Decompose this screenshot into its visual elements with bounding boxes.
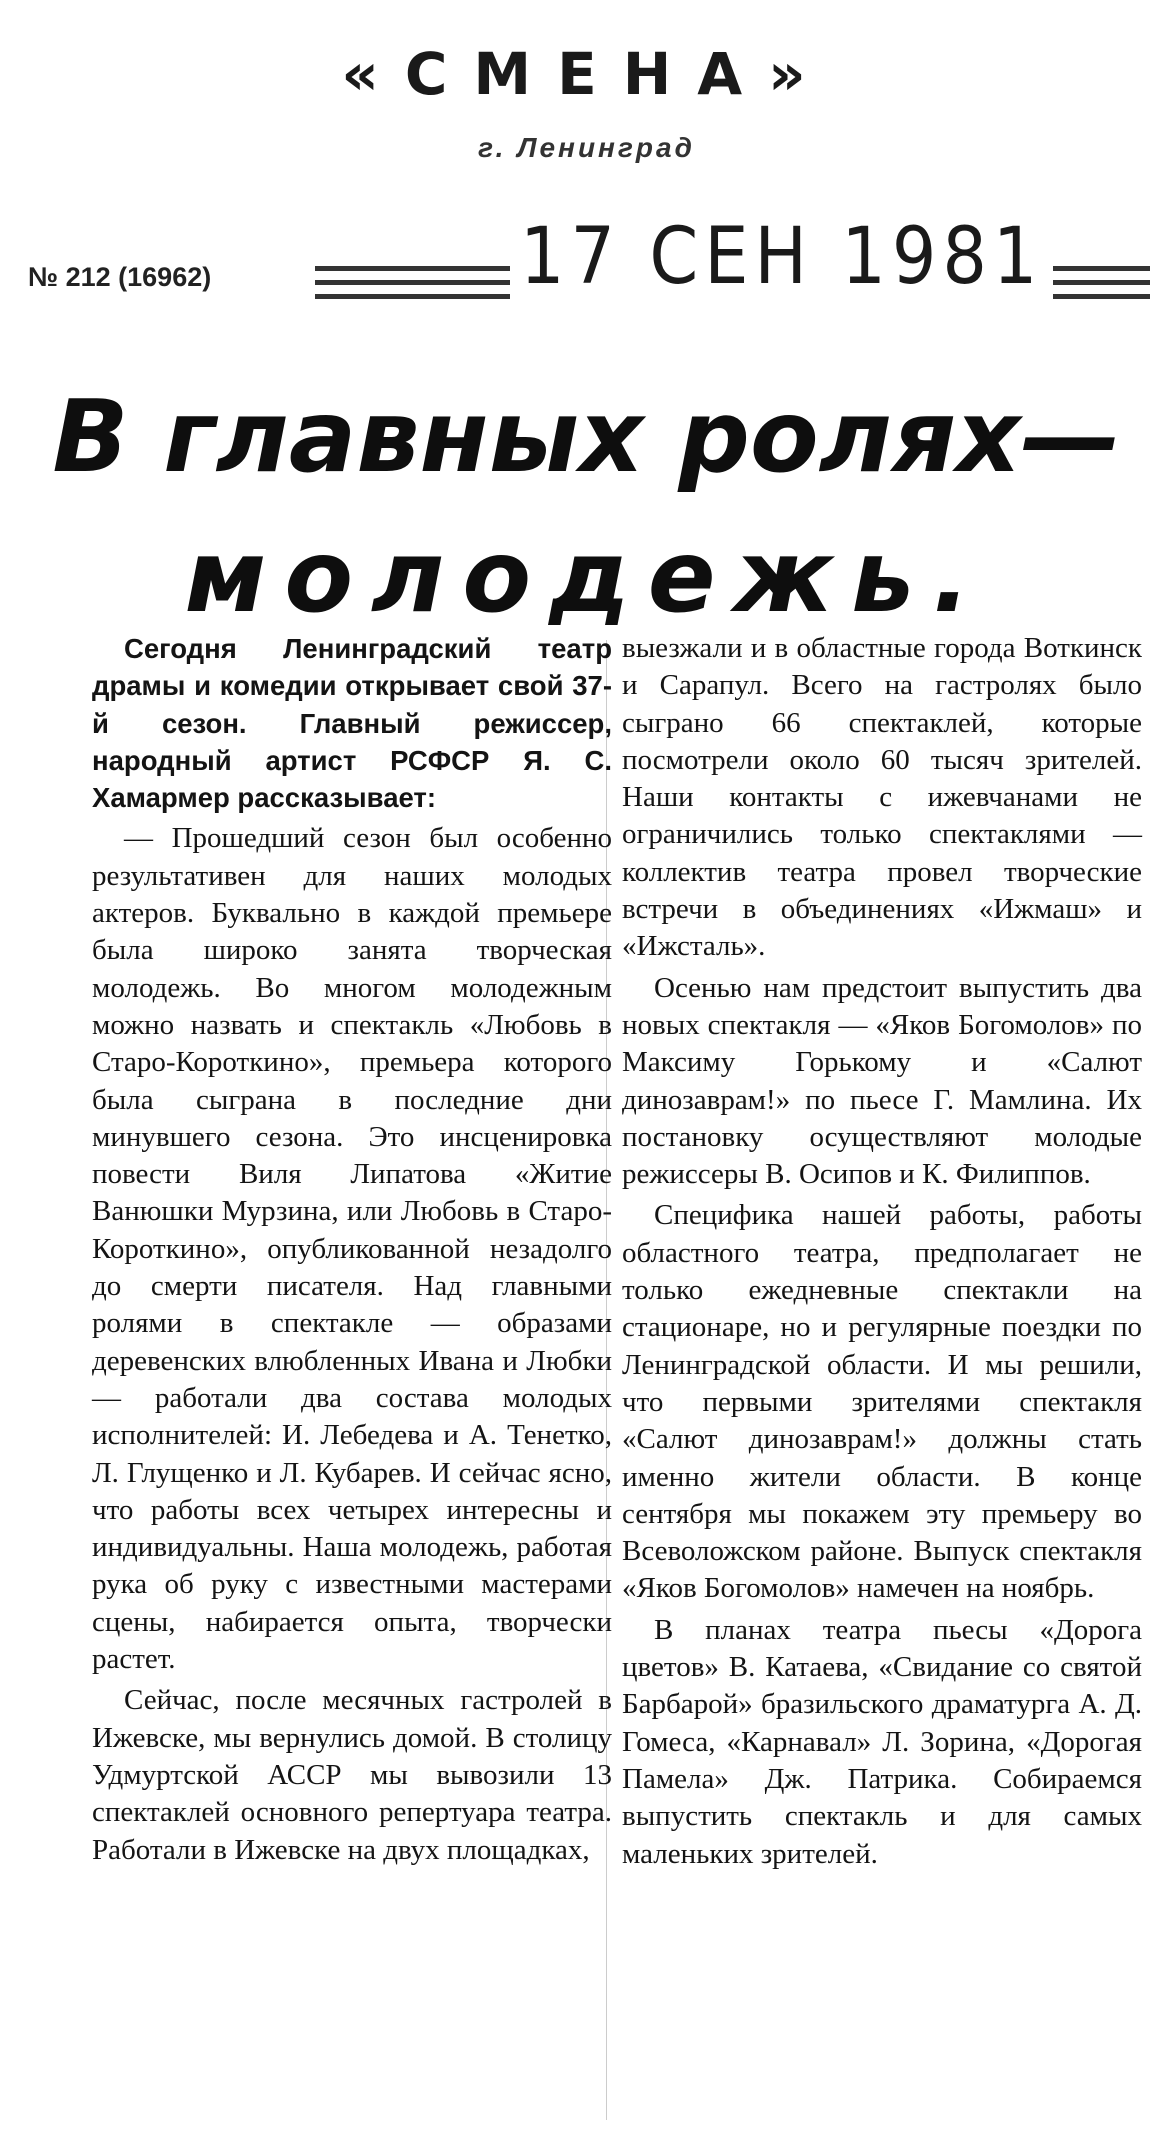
article-paragraph: Сейчас, после месячных гастролей в Ижевске, мы вернулись домой. В столицу Удмуртской АССР мы вывозили 13 спектаклей основного репертуара театра. Работали в Ижевске на двух площадках, (92, 1684, 612, 1866)
issue-number: № 212 (16962) (28, 262, 212, 292)
headline-line-2: молодежь. (184, 518, 989, 635)
newspaper-city: г. Ленинград (478, 132, 695, 163)
newspaper-masthead: «СМЕНА» (341, 40, 832, 108)
article-paragraph: Осенью нам предстоит выпустить два новых спектакля — «Яков Богомолов» по Максиму Горькому и «Салют динозаврам!» по пьесе Г. Мамлина. Их постановку осуществляют молодые режиссеры В. Осипов и К. Филиппов. (622, 971, 1142, 1191)
headline-line-1: В главных ролях— (52, 378, 1121, 495)
article-paragraph: — Прошедший сезон был особенно результативен для наших молодых актеров. Буквально в каждой премьере была широко занята творческая молодежь. Во многом молодежным можно назвать и спектакль «Любовь в Старо-Короткино», премьера которого была сыграна в последние дни минувшего сезона. Это инсценировка повести Виля Липатова «Житие Ванюшки Мурзина, или Любовь в Старо-Короткино», опубликованной незадолго до смерти писателя. Над главными ролями в спектакле — образами деревенских влюбленных Ивана и Любки — работали два состава молодых исполнителей: И. Лебедева и А. Тенетко, Л. Глущенко и Л. Кубарев. И сейчас ясно, что работы всех четырех интересны и индивидуальны. Наша молодежь, работая рука об руку с известными мастерами сцены, набирается опыта, творчески растет. (92, 822, 612, 1676)
article-paragraph-continued: выезжали и в областные города Воткинск и Сарапул. Всего на гастролях было сыграно 66 спектаклей, которые посмотрели около 60 тысяч зрителей. Наши контакты с ижевчанами не ограничились только спектаклями — коллектив театра провел творческие встречи в объединениях «Ижмаш» и «Ижсталь». (622, 632, 1142, 963)
article-paragraph: Специфика нашей работы, работы областного театра, предполагает не только ежедневные спектакли на стационаре, но и регулярные поездки по Ленинградской области. И мы решили, что первыми зрителями спектакля «Салют динозаврам!» должны стать именно жители области. В конце сентября мы покажем эту премьеру во Всеволожском районе. Выпуск спектакля «Яков Богомолов» намечен на ноябрь. (622, 1199, 1142, 1605)
date-stamp: 17 СЕН 1981 (510, 210, 1053, 302)
article-column-left (92, 630, 612, 1869)
article-lead: Сегодня Ленинградский театр драмы и комедии открывает свой 37-й сезон. Главный режиссер, народный артист РСФСР Я. С. Хамармер рассказывает: (92, 633, 612, 814)
article-column-right (622, 630, 1142, 1873)
article-paragraph: В планах театра пьесы «Дорога цветов» В. Катаева, «Свидание со святой Барбарой» бразильского драматурга А. Д. Гомеса, «Карнавал» Л. Зорина, «Дорогая Памела» Дж. Патрика. Собираемся выпустить спектакль и для самых маленьких зрителей. (622, 1613, 1142, 1870)
